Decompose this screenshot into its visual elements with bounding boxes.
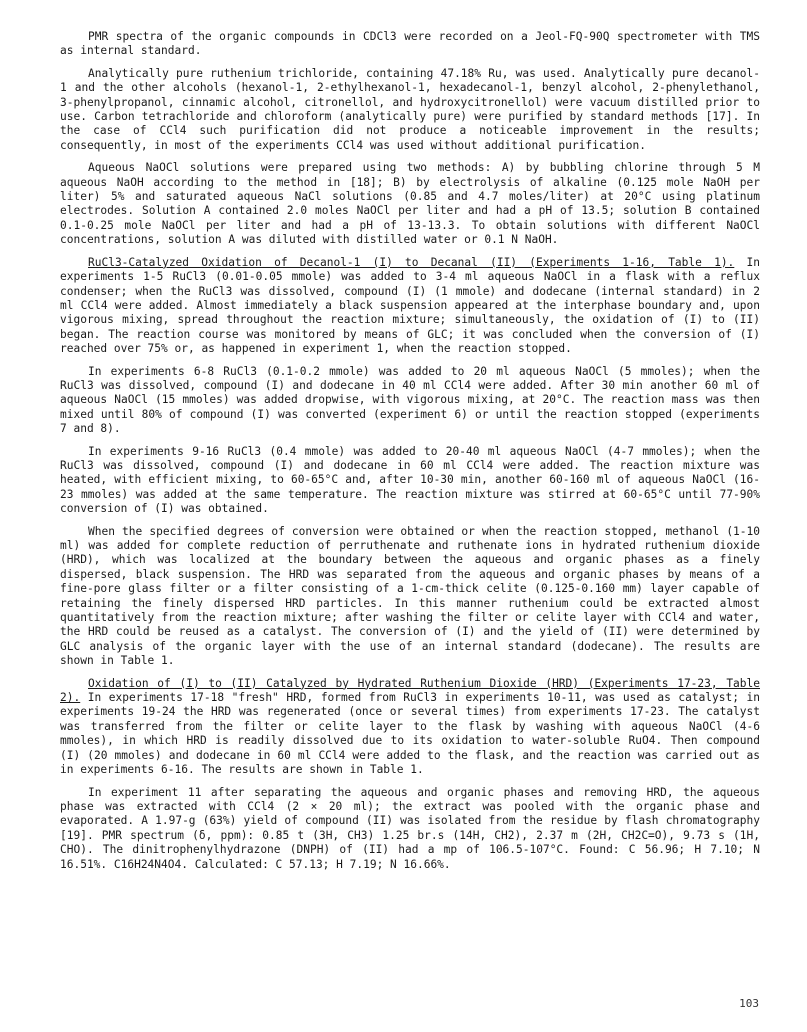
section-text-rucl3: In experiments 1-5 RuCl3 (0.01-0.05 mmole) was added to 3-4 ml aqueous NaOCl in a flask with a reflux condenser; when the RuCl3 was dissolved, compound (I) (1 mmole) and dodecane (internal standard) in 2 ml CCl4 were added. Almost immediately a black suspension appeared at the interphase boundary and, upon vigorous mixing, spread throughout the reaction mixture; simultaneously, the oxidation of (I) to (II) began. The reaction course was monitored by means of GLC; it was concluded when the conversion of (I) reached over 75% or, as happened in experiment 1, when the reaction stopped. xyxy=(60,255,761,356)
paragraph-rucl3-section xyxy=(60,256,760,357)
paragraph-hrd-section xyxy=(60,677,760,778)
paragraph-pmr: PMR spectra of the organic compounds in CDCl3 were recorded on a Jeol-FQ-90Q spectrometer with TMS as internal standard. xyxy=(60,30,760,58)
paragraph-exp-6-8: In experiments 6-8 RuCl3 (0.1-0.2 mmole) was added to 20 ml aqueous NaOCl (5 mmoles); when the RuCl3 was dissolved, compound (I) and dodecane in 40 ml CCl4 were added. After 30 min another 60 ml of aqueous NaOCl (15 mmoles) was added dropwise, with vigorous mixing, at 20°C. The reaction mass was then mixed until 80% of compound (I) was converted (experiment 6) or until the reaction stopped (experiments 7 and 8). xyxy=(60,364,760,436)
paragraph-exp-11: In experiment 11 after separating the aqueous and organic phases and removing HRD, the aqueous phase was extracted with CCl4 (2 × 20 ml); the extract was pooled with the organic phase and evaporated. A 1.97-g (63%) yield of compound (II) was isolated from the residue by flash chromatography [19]. PMR spectrum (δ, ppm): 0.85 t (3H, CH3) 1.25 br.s (14H, CH2), 2.37 m (2H, CH2C=O), 9.73 s (1H, CHO). The dinitrophenylhydrazone (DNPH) of (II) had a mp of 106.5-107°C. Found: C 56.96; H 7.10; N 16.51%. C16H24N4O4. Calculated: C 57.13; H 7.19; N 16.66%. xyxy=(60,785,760,871)
paragraph-reagents: Analytically pure ruthenium trichloride, containing 47.18% Ru, was used. Analytically pure decanol-1 and the other alcohols (hexanol-1, 2-ethylhexanol-1, hexadecanol-1, benzyl alcohol, 2-phenylethanol, 3-phenylpropanol, cinnamic alcohol, citronellol, and hydroxycitronellol) were vacuum distilled prior to use. Carbon tetrachloride and chloroform (analytically pure) were purified by standard methods [17]. In the case of CCl4 such purification did not produce a noticeable improvement in the results; consequently, in most of the experiments CCl4 was used without additional purification. xyxy=(60,66,760,152)
article-body xyxy=(60,30,760,880)
paragraph-exp-9-16: In experiments 9-16 RuCl3 (0.4 mmole) was added to 20-40 ml aqueous NaOCl (4-7 mmoles); when the RuCl3 was dissolved, compound (I) and dodecane in 60 ml CCl4 were added. The reaction mixture was heated, with efficient mixing, to 60-65°C and, after 10-30 min, another 60-160 ml of aqueous NaOCl (16-23 mmoles) was added at the same temperature. The reaction mixture was stirred at 60-65°C until 77-90% conversion of (I) was obtained. xyxy=(60,444,760,516)
section-text-hrd: In experiments 17-18 "fresh" HRD, formed from RuCl3 in experiments 10-11, was used as catalyst; in experiments 19-24 the HRD was regenerated (once or several times) from experiments 17-23. The catalyst was transferred from the filter or celite layer to the flask by washing with aqueous NaOCl (4-6 mmoles), in which HRD is readily dissolved due to its oxidation to water-soluble RuO4. Then compound (I) (20 mmoles) and dodecane in 60 ml CCl4 were added to the flask, and the reaction was carried out as in experiments 6-16. The results are shown in Table 1. xyxy=(60,691,760,777)
section-heading-rucl3: RuCl3-Catalyzed Oxidation of Decanol-1 (I) to Decanal (II) (Experiments 1-16, Table 1). xyxy=(88,255,735,269)
page-number: 103 xyxy=(739,997,759,1010)
paragraph-hrd-separation: When the specified degrees of conversion were obtained or when the reaction stopped, methanol (1-10 ml) was added for complete reduction of perruthenate and ruthenate ions in hydrated ruthenium dioxide (HRD), which was localized at the boundary between the aqueous and organic phases as a finely dispersed, black suspension. The HRD was separated from the aqueous and organic phases by means of a fine-pore glass filter or a filter consisting of a 1-cm-thick celite (0.125-0.160 mm) layer capable of retaining the finely dispersed HRD particles. In this manner ruthenium could be extracted almost quantitatively from the reaction mixture; after washing the filter or celite layer with CCl4 and water, the HRD could be reused as a catalyst. The conversion of (I) and the yield of (II) were determined by GLC analysis of the organic layer with the use of an internal standard (dodecane). The results are shown in Table 1. xyxy=(60,524,760,668)
section-heading-hrd: Oxidation of (I) to (II) Catalyzed by Hydrated Ruthenium Dioxide (HRD) (Experiments 17-23, Table 2). xyxy=(60,676,760,705)
paragraph-naocl: Aqueous NaOCl solutions were prepared using two methods: A) by bubbling chlorine through 5 M aqueous NaOH according to the method in [18]; B) by electrolysis of alkaline (0.125 mole NaOH per liter) 5% and saturated aqueous NaCl solutions (0.85 and 4.7 moles/liter) at 20°C using platinum electrodes. Solution A contained 2.0 moles NaOCl per liter and had a pH of 13.5; solution B contained 0.1-0.25 mole NaOCl per liter and had a pH of 13-13.3. To obtain solutions with different NaOCl concentrations, solution A was diluted with distilled water or 0.1 N NaOH. xyxy=(60,161,760,247)
